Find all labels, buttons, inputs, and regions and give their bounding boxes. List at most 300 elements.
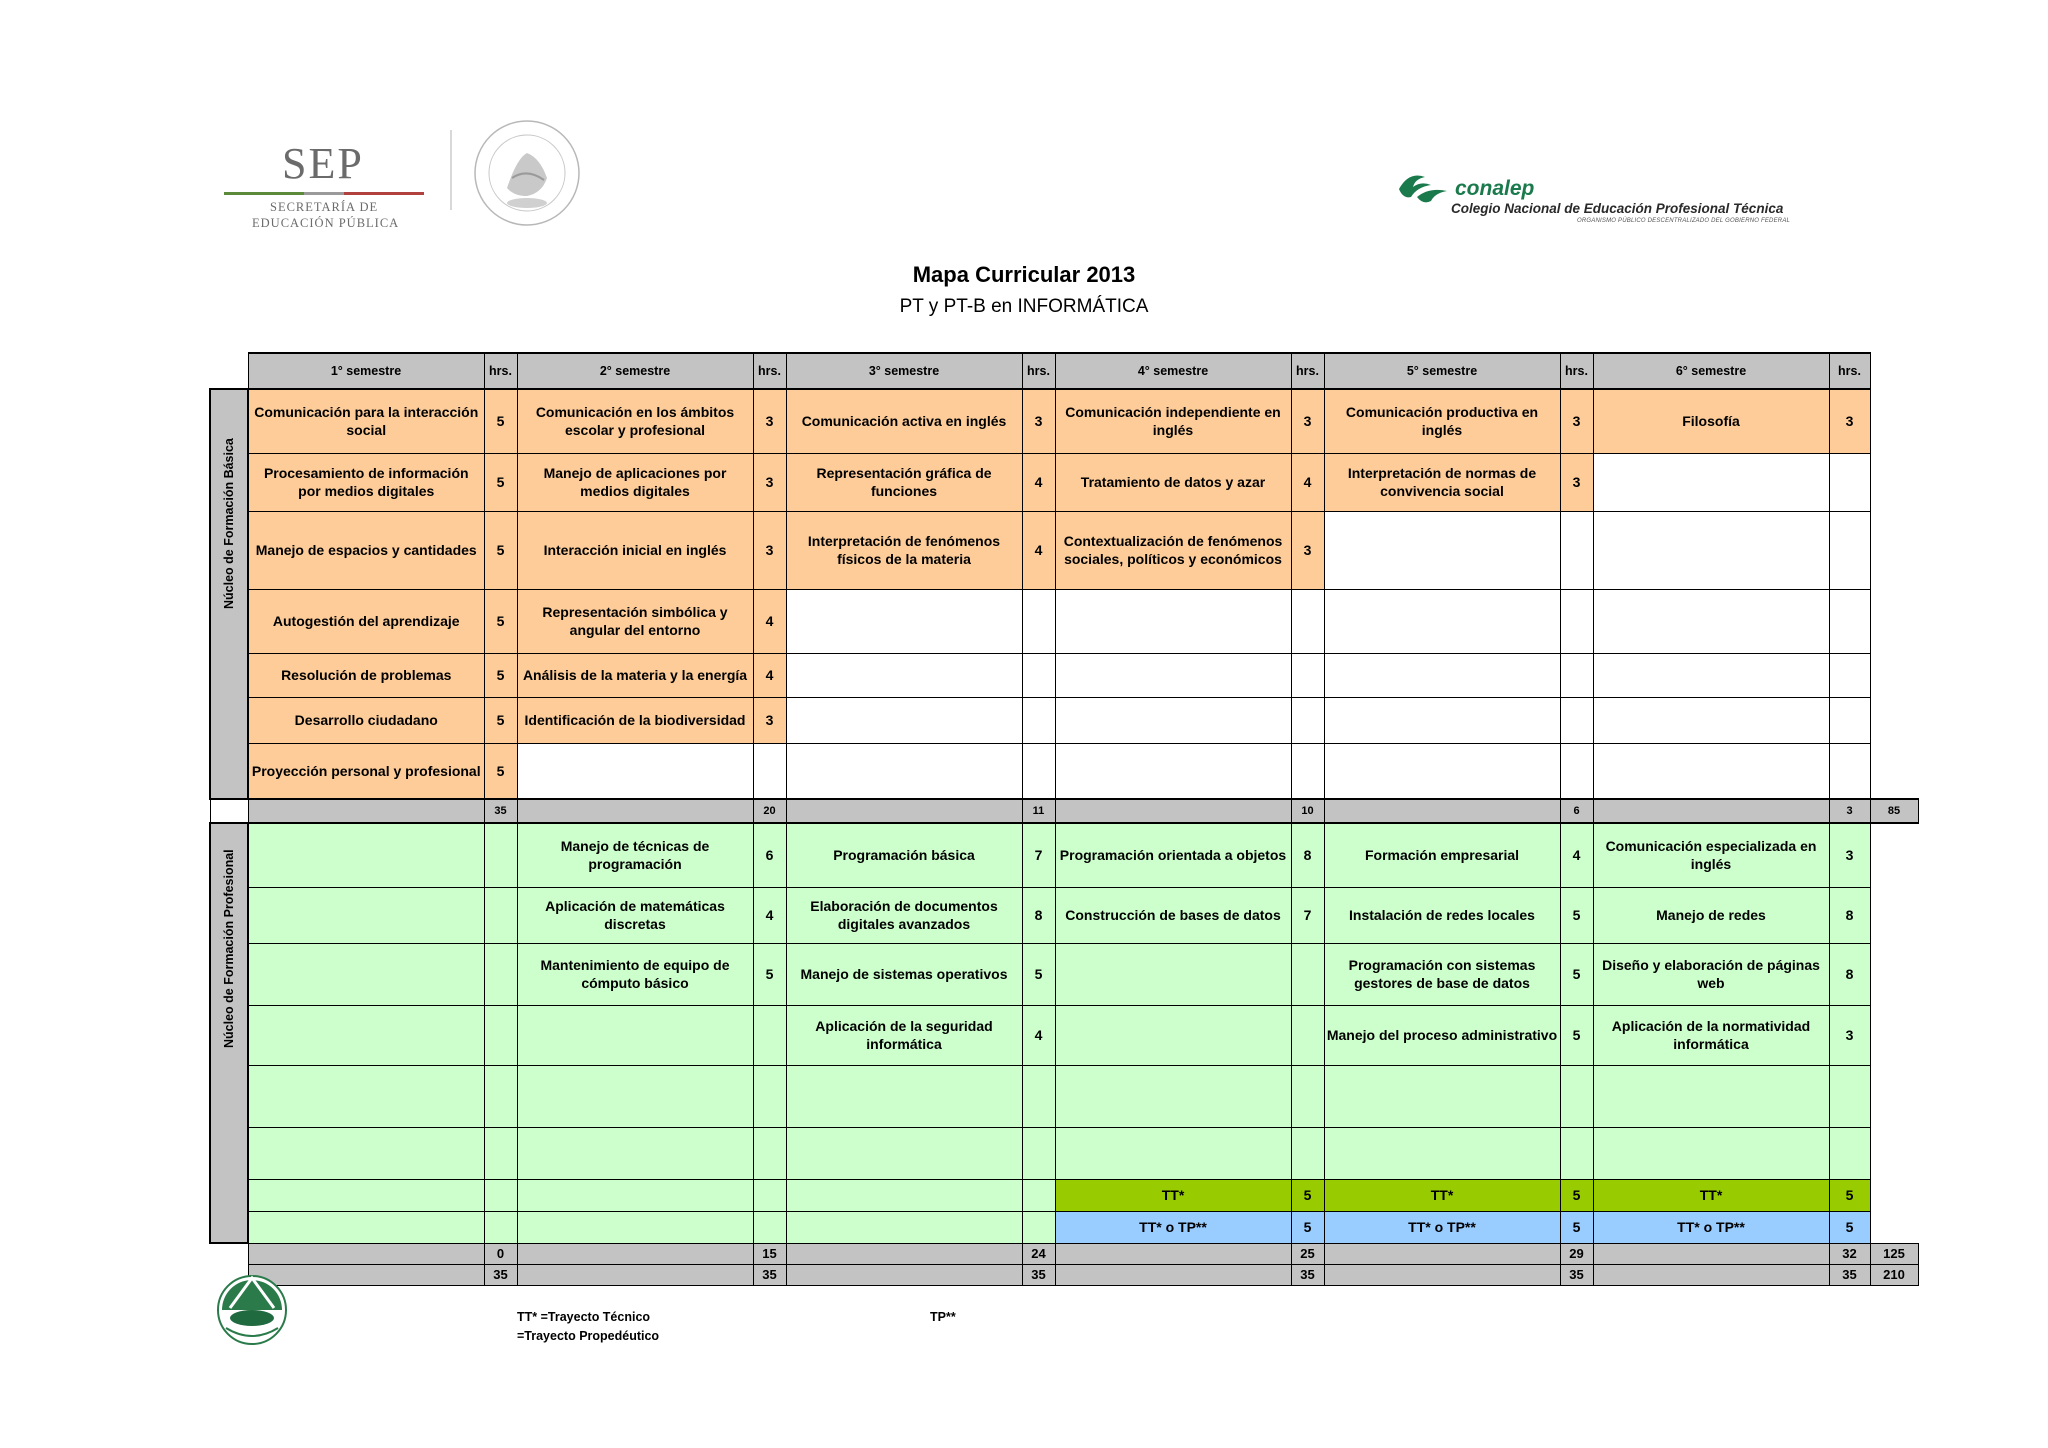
subject-cell: Manejo de técnicas de programación: [517, 823, 753, 887]
blank-cell: [1918, 943, 1924, 1005]
basic-subtotal: 20: [753, 799, 786, 823]
hours-cell: 3: [1560, 453, 1593, 511]
nucleus-label-text: Núcleo de Formación Profesional: [222, 849, 236, 1048]
table-row: [210, 511, 1924, 589]
blank-cell: [1870, 653, 1918, 697]
hours-cell: [484, 1211, 517, 1243]
hours-cell: [753, 1065, 786, 1127]
table-row: [210, 1065, 1924, 1127]
hours-cell: [484, 887, 517, 943]
subject-cell: [1055, 1005, 1291, 1065]
blank-cell: [1918, 1127, 1924, 1179]
subject-cell: [248, 943, 484, 1005]
subject-cell: Interpretación de normas de convivencia social: [1324, 453, 1560, 511]
hours-cell: 5: [1560, 887, 1593, 943]
subject-cell: [1055, 697, 1291, 743]
nucleus-label-text: Núcleo de Formación Básica: [222, 438, 236, 609]
subject-cell: Filosofía: [1593, 389, 1829, 453]
hours-cell: [753, 743, 786, 799]
subject-cell: [1055, 943, 1291, 1005]
hrs-header: hrs.: [484, 353, 517, 389]
blank-cell: [1918, 697, 1924, 743]
hours-cell: 4: [1560, 823, 1593, 887]
hours-cell: 4: [753, 887, 786, 943]
hours-cell: 8: [1829, 943, 1870, 1005]
basic-subtotal: 11: [1022, 799, 1055, 823]
table-row: [210, 1005, 1924, 1065]
hours-cell: 5: [484, 653, 517, 697]
subject-cell: Proyección personal y profesional: [248, 743, 484, 799]
hours-cell: [1291, 1005, 1324, 1065]
blank-cell: [1870, 823, 1918, 887]
subject-cell: [248, 1065, 484, 1127]
subject-cell: Autogestión del aprendizaje: [248, 589, 484, 653]
semester-header: 3° semestre: [786, 353, 1022, 389]
hours-cell: [1022, 743, 1055, 799]
table-row: [210, 743, 1924, 799]
total-spacer: [786, 1264, 1022, 1285]
hours-cell: 4: [1022, 453, 1055, 511]
hours-cell: [1829, 453, 1870, 511]
table-row: [210, 1127, 1924, 1179]
subject-cell: [1324, 653, 1560, 697]
hours-cell: [1022, 1211, 1055, 1243]
blank-cell: [1870, 1211, 1918, 1243]
hours-cell: 5: [484, 743, 517, 799]
subject-cell: [786, 743, 1022, 799]
hours-cell: 8: [1829, 887, 1870, 943]
subtotal-spacer: [1324, 799, 1560, 823]
subject-cell: TT* o TP**: [1055, 1211, 1291, 1243]
hours-cell: [484, 1179, 517, 1211]
professional-subtotal: 15: [753, 1243, 786, 1264]
hours-cell: 3: [753, 453, 786, 511]
subject-cell: [1593, 453, 1829, 511]
hours-cell: 5: [1560, 1211, 1593, 1243]
semester-total: 35: [1022, 1264, 1055, 1285]
subject-cell: [248, 823, 484, 887]
table-row: [210, 589, 1924, 653]
blank-cell: [1870, 1127, 1918, 1179]
subject-cell: [1593, 589, 1829, 653]
subject-cell: Procesamiento de información por medios digitales: [248, 453, 484, 511]
hours-cell: 5: [1560, 943, 1593, 1005]
conalep-emblem-icon: [1395, 167, 1451, 207]
subject-cell: [1324, 697, 1560, 743]
blank-cell: [1918, 453, 1924, 511]
hours-cell: [1022, 1065, 1055, 1127]
basic-subtotal: 35: [484, 799, 517, 823]
sep-logo-line: [224, 192, 424, 195]
hours-cell: [1560, 697, 1593, 743]
table-row: [210, 799, 1924, 823]
subject-cell: [1593, 511, 1829, 589]
conalep-full-name: Colegio Nacional de Educación Profesional Técnica: [1451, 201, 1784, 216]
subject-cell: [786, 1179, 1022, 1211]
hours-cell: [753, 1127, 786, 1179]
hours-cell: [1560, 1065, 1593, 1127]
hours-cell: [1829, 743, 1870, 799]
subject-cell: Interacción inicial en inglés: [517, 511, 753, 589]
sep-logo: [222, 130, 427, 230]
hours-cell: 8: [1291, 823, 1324, 887]
subtotal-spacer: [1593, 1243, 1829, 1264]
table-row: [210, 353, 1924, 389]
subject-cell: Contextualización de fenómenos sociales, políticos y económicos: [1055, 511, 1291, 589]
hours-cell: 4: [753, 653, 786, 697]
hours-cell: 4: [753, 589, 786, 653]
hours-cell: [1829, 697, 1870, 743]
subject-cell: Manejo de espacios y cantidades: [248, 511, 484, 589]
hours-cell: [1291, 653, 1324, 697]
subject-cell: [1593, 1065, 1829, 1127]
hours-cell: 7: [1291, 887, 1324, 943]
subject-cell: [1593, 743, 1829, 799]
hours-cell: 5: [484, 697, 517, 743]
semester-header: 2° semestre: [517, 353, 753, 389]
blank-cell: [1918, 799, 1924, 823]
subject-cell: [786, 1211, 1022, 1243]
subject-cell: TT* o TP**: [1593, 1211, 1829, 1243]
subject-cell: Aplicación de matemáticas discretas: [517, 887, 753, 943]
professional-total: 125: [1870, 1243, 1918, 1264]
hours-cell: [1829, 589, 1870, 653]
hours-cell: 4: [1022, 1005, 1055, 1065]
hours-cell: [484, 1005, 517, 1065]
conalep-logo: [1395, 165, 1815, 235]
subject-cell: Comunicación en los ámbitos escolar y profesional: [517, 389, 753, 453]
subject-cell: [786, 697, 1022, 743]
hours-cell: [1560, 653, 1593, 697]
table-row: [210, 943, 1924, 1005]
conalep-name: conalep: [1455, 177, 1535, 200]
basic-subtotal: 10: [1291, 799, 1324, 823]
page-subtitle: PT y PT-B en INFORMÁTICA: [899, 296, 1149, 317]
subject-cell: [248, 887, 484, 943]
subject-cell: Aplicación de la normatividad informática: [1593, 1005, 1829, 1065]
subject-cell: Comunicación para la interacción social: [248, 389, 484, 453]
hrs-header: hrs.: [1829, 353, 1870, 389]
hours-cell: 5: [484, 389, 517, 453]
blank-cell: [1918, 511, 1924, 589]
blank-cell: [1918, 1243, 1924, 1264]
basic-total: 85: [1870, 799, 1918, 823]
subject-cell: Aplicación de la seguridad informática: [786, 1005, 1022, 1065]
subtotal-spacer: [1593, 799, 1829, 823]
subject-cell: Comunicación productiva en inglés: [1324, 389, 1560, 453]
blank-cell: [1918, 389, 1924, 453]
subject-cell: Programación con sistemas gestores de base de datos: [1324, 943, 1560, 1005]
professional-subtotal: 32: [1829, 1243, 1870, 1264]
subject-cell: [786, 1065, 1022, 1127]
semester-header: 1° semestre: [248, 353, 484, 389]
blank-cell: [1870, 511, 1918, 589]
basic-subtotal: 3: [1829, 799, 1870, 823]
hrs-header: hrs.: [1291, 353, 1324, 389]
hours-cell: [1291, 743, 1324, 799]
hours-cell: 3: [1829, 823, 1870, 887]
subject-cell: [248, 1211, 484, 1243]
hours-cell: [1022, 589, 1055, 653]
hours-cell: [484, 823, 517, 887]
hours-cell: 3: [1022, 389, 1055, 453]
hours-cell: 3: [753, 511, 786, 589]
hours-cell: 5: [1560, 1179, 1593, 1211]
hrs-header: hrs.: [1022, 353, 1055, 389]
blank-cell: [1870, 887, 1918, 943]
total-spacer: [517, 1264, 753, 1285]
grand-total: 210: [1870, 1264, 1918, 1285]
subject-cell: [1593, 697, 1829, 743]
subject-cell: Desarrollo ciudadano: [248, 697, 484, 743]
hours-cell: [1829, 1127, 1870, 1179]
subject-cell: [517, 1065, 753, 1127]
sep-logo-line2: EDUCACIÓN PÚBLICA: [252, 216, 400, 230]
subject-cell: [1324, 589, 1560, 653]
hours-cell: [1291, 697, 1324, 743]
hours-cell: 5: [1829, 1211, 1870, 1243]
semester-total: 35: [1560, 1264, 1593, 1285]
subject-cell: [248, 1127, 484, 1179]
subject-cell: Representación gráfica de funciones: [786, 453, 1022, 511]
hours-cell: [1291, 1065, 1324, 1127]
hours-cell: 5: [1560, 1005, 1593, 1065]
blank-cell: [1870, 1179, 1918, 1211]
legend-tp: =Trayecto Propedéutico: [517, 1329, 660, 1343]
blank-cell: [1918, 1211, 1924, 1243]
blank-cell: [1870, 589, 1918, 653]
subject-cell: Manejo del proceso administrativo: [1324, 1005, 1560, 1065]
subject-cell: [517, 1127, 753, 1179]
blank-cell: [1918, 1179, 1924, 1211]
sep-logo-line1: SECRETARÍA DE: [270, 200, 379, 214]
subject-cell: Diseño y elaboración de páginas web: [1593, 943, 1829, 1005]
subject-cell: [786, 589, 1022, 653]
subtotal-spacer: [786, 799, 1022, 823]
blank-cell: [1918, 1065, 1924, 1127]
subject-cell: Comunicación especializada en inglés: [1593, 823, 1829, 887]
blank-cell: [210, 799, 248, 823]
hours-cell: [753, 1211, 786, 1243]
hours-cell: [753, 1179, 786, 1211]
subject-cell: [1055, 1127, 1291, 1179]
hours-cell: [1291, 943, 1324, 1005]
subject-cell: Manejo de aplicaciones por medios digitales: [517, 453, 753, 511]
semester-header: 5° semestre: [1324, 353, 1560, 389]
subtotal-spacer: [517, 799, 753, 823]
subject-cell: Comunicación activa en inglés: [786, 389, 1022, 453]
mexican-seal-icon: [472, 118, 582, 228]
subject-cell: TT*: [1324, 1179, 1560, 1211]
professional-subtotal: 0: [484, 1243, 517, 1264]
hours-cell: 3: [1291, 389, 1324, 453]
table-row: [210, 1264, 1924, 1285]
subject-cell: Tratamiento de datos y azar: [1055, 453, 1291, 511]
hours-cell: 3: [753, 697, 786, 743]
subject-cell: [248, 1179, 484, 1211]
subject-cell: TT*: [1055, 1179, 1291, 1211]
blank-cell: [1918, 589, 1924, 653]
subtotal-spacer: [248, 799, 484, 823]
blank-cell: [1918, 1264, 1924, 1285]
hours-cell: [1022, 1179, 1055, 1211]
blank-cell: [1870, 743, 1918, 799]
hours-cell: [753, 1005, 786, 1065]
subject-cell: [517, 1005, 753, 1065]
hours-cell: 3: [1829, 1005, 1870, 1065]
hours-cell: [1560, 743, 1593, 799]
hours-cell: [1829, 653, 1870, 697]
blank-cell: [1870, 1065, 1918, 1127]
hours-cell: 3: [1560, 389, 1593, 453]
subject-cell: [1055, 743, 1291, 799]
hrs-header: hrs.: [753, 353, 786, 389]
semester-total: 35: [1829, 1264, 1870, 1285]
basic-subtotal: 6: [1560, 799, 1593, 823]
hours-cell: 3: [1829, 389, 1870, 453]
blank-cell: [1918, 823, 1924, 887]
professional-subtotal: 25: [1291, 1243, 1324, 1264]
blank-cell: [1870, 353, 1918, 389]
table-row: [210, 1243, 1924, 1264]
subject-cell: Programación orientada a objetos: [1055, 823, 1291, 887]
hours-cell: [484, 943, 517, 1005]
subtotal-spacer: [248, 1243, 484, 1264]
hours-cell: [1022, 653, 1055, 697]
subtotal-spacer: [517, 1243, 753, 1264]
hours-cell: 5: [753, 943, 786, 1005]
subject-cell: Interpretación de fenómenos físicos de la materia: [786, 511, 1022, 589]
blank-cell: [210, 1243, 248, 1264]
subject-cell: Representación simbólica y angular del entorno: [517, 589, 753, 653]
subject-cell: [1055, 589, 1291, 653]
subject-cell: Manejo de sistemas operativos: [786, 943, 1022, 1005]
table-row: [210, 453, 1924, 511]
semester-header: 4° semestre: [1055, 353, 1291, 389]
hours-cell: [1560, 511, 1593, 589]
blank-cell: [1870, 1005, 1918, 1065]
sep-logo-word: SEP: [282, 139, 364, 188]
nucleus-label: [210, 823, 248, 1243]
subject-cell: [1055, 653, 1291, 697]
total-spacer: [1324, 1264, 1560, 1285]
conalep-small-seal-icon: [212, 1268, 292, 1348]
blank-cell: [1870, 697, 1918, 743]
subject-cell: [1324, 1065, 1560, 1127]
professional-subtotal: 24: [1022, 1243, 1055, 1264]
subject-cell: Programación básica: [786, 823, 1022, 887]
hours-cell: 5: [484, 453, 517, 511]
subject-cell: [786, 1127, 1022, 1179]
hours-cell: [1560, 589, 1593, 653]
hours-cell: [1291, 1127, 1324, 1179]
total-spacer: [1055, 1264, 1291, 1285]
hours-cell: 4: [1022, 511, 1055, 589]
subject-cell: Resolución de problemas: [248, 653, 484, 697]
curriculum-table: [209, 352, 1925, 1286]
table-row: [210, 653, 1924, 697]
table-row: [210, 1179, 1924, 1211]
subject-cell: [248, 1005, 484, 1065]
hours-cell: 5: [1829, 1179, 1870, 1211]
nucleus-label: [210, 389, 248, 799]
hrs-header: hrs.: [1560, 353, 1593, 389]
table-row: [210, 823, 1924, 887]
table-row: [210, 887, 1924, 943]
subtotal-spacer: [1324, 1243, 1560, 1264]
subject-cell: [1324, 511, 1560, 589]
hours-cell: 5: [1291, 1211, 1324, 1243]
blank-cell: [1870, 943, 1918, 1005]
hours-cell: [484, 1127, 517, 1179]
semester-total: 35: [1291, 1264, 1324, 1285]
subtotal-spacer: [786, 1243, 1022, 1264]
subtotal-spacer: [1055, 1243, 1291, 1264]
corner-blank: [210, 353, 248, 389]
semester-total: 35: [753, 1264, 786, 1285]
hours-cell: 4: [1291, 453, 1324, 511]
subject-cell: [1055, 1065, 1291, 1127]
subject-cell: Instalación de redes locales: [1324, 887, 1560, 943]
hours-cell: [1022, 1127, 1055, 1179]
hours-cell: [1022, 697, 1055, 743]
page-title: Mapa Curricular 2013: [912, 262, 1136, 287]
subject-cell: Formación empresarial: [1324, 823, 1560, 887]
table-row: [210, 697, 1924, 743]
subject-cell: Manejo de redes: [1593, 887, 1829, 943]
subject-cell: Construcción de bases de datos: [1055, 887, 1291, 943]
subject-cell: Análisis de la materia y la energía: [517, 653, 753, 697]
logo-divider: [450, 130, 452, 210]
subject-cell: TT*: [1593, 1179, 1829, 1211]
professional-subtotal: 29: [1560, 1243, 1593, 1264]
blank-cell: [1918, 743, 1924, 799]
subject-cell: [517, 1179, 753, 1211]
subject-cell: Identificación de la biodiversidad: [517, 697, 753, 743]
conalep-org: ORGANISMO PÚBLICO DESCENTRALIZADO DEL GOBIERNO FEDERAL: [1577, 218, 1791, 224]
blank-cell: [1918, 1005, 1924, 1065]
hours-cell: 5: [1022, 943, 1055, 1005]
hours-cell: 5: [484, 511, 517, 589]
hours-cell: 6: [753, 823, 786, 887]
hours-cell: 5: [484, 589, 517, 653]
subject-cell: [786, 653, 1022, 697]
subject-cell: [1324, 1127, 1560, 1179]
subject-cell: [517, 1211, 753, 1243]
legend-tt: TT* =Trayecto Técnico: [517, 1310, 651, 1324]
hours-cell: 3: [1291, 511, 1324, 589]
subject-cell: [1324, 743, 1560, 799]
hours-cell: [1829, 1065, 1870, 1127]
hours-cell: 8: [1022, 887, 1055, 943]
total-spacer: [1593, 1264, 1829, 1285]
hours-cell: [1560, 1127, 1593, 1179]
blank-cell: [1918, 653, 1924, 697]
hours-cell: [1291, 589, 1324, 653]
blank-cell: [1870, 389, 1918, 453]
semester-total: 35: [484, 1264, 517, 1285]
legend-tp-code: TP**: [930, 1310, 956, 1324]
subject-cell: Elaboración de documentos digitales avanzados: [786, 887, 1022, 943]
subject-cell: [1593, 1127, 1829, 1179]
hours-cell: 7: [1022, 823, 1055, 887]
table-row: [210, 1211, 1924, 1243]
table-row: [210, 389, 1924, 453]
hours-cell: 5: [1291, 1179, 1324, 1211]
semester-header: 6° semestre: [1593, 353, 1829, 389]
blank-cell: [1918, 887, 1924, 943]
blank-cell: [1918, 353, 1924, 389]
